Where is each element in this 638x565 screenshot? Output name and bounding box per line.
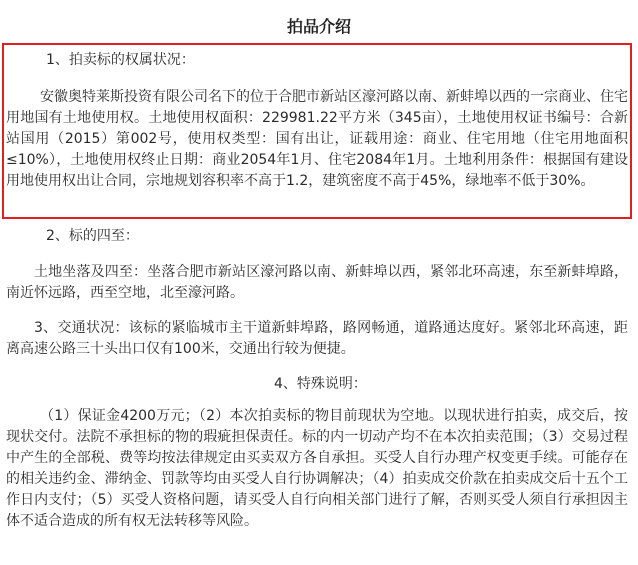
section-2-body: 土地坐落及四至：坐落合肥市新站区濠河路以南、新蚌埠以西，紧邻北环高速，东至新蚌埠路，南近怀远路，西至空地，北至濠河路。: [6, 264, 628, 301]
section-4-body: （1）保证金4200万元；（2）本次拍卖标的物目前现状为空地。以现状进行拍卖，成交后，按现状交付。法院不承担标的物的瑕疵担保责任。标的内一切动产均不在本次拍卖范围；（3）交易过程中产生的全部税、费等均按法律规定由买卖双方各自承担。买受人自行办理产权变更手续。可能存在的相关违约金、滞纳金、罚款等均由买受人自行协调解决；（4）拍卖成交价款在拍卖成交后十五个工作日内支付；（5）买受人资格问题，请买受人自行向相关部门进行了解，否则买受人须自行承担因主体不适合造成的所有权无法转移等风险。: [6, 408, 628, 529]
section-4-heading: 4、特殊说明：: [274, 376, 367, 392]
section-2-heading: 2、标的四至：: [46, 228, 139, 244]
section-3-body: 3、交通状况：该标的紧临城市主干道新蚌埠路，路网畅通，道路通达度好。紧邻北环高速，距离高速公路三十头出口仅有100米，交通出行较为便捷。: [6, 320, 628, 357]
page-title: 拍品介绍: [286, 17, 351, 36]
section-1-body: 安徽奥特莱斯投资有限公司名下的位于合肥市新站区濠河路以南、新蚌埠以西的一宗商业、住宅用地国有土地使用权。土地使用权面积：229981.22平方米（345亩），土地使用权证书编号：合新站国用（2015）第002号，使用权类型：国有出让，证载用途：商业、住宅用地（住宅用地面积≤10%），土地使用权终止日期：商业2054年1月、住宅2084年1月。土地利用条件：根据国有建设用地使用权出让合同，宗地规划容积率不高于1.2，建筑密度不高于45%，绿地率不低于30%。: [6, 89, 628, 189]
section-1-heading: 1、拍卖标的权属状况：: [46, 52, 195, 68]
